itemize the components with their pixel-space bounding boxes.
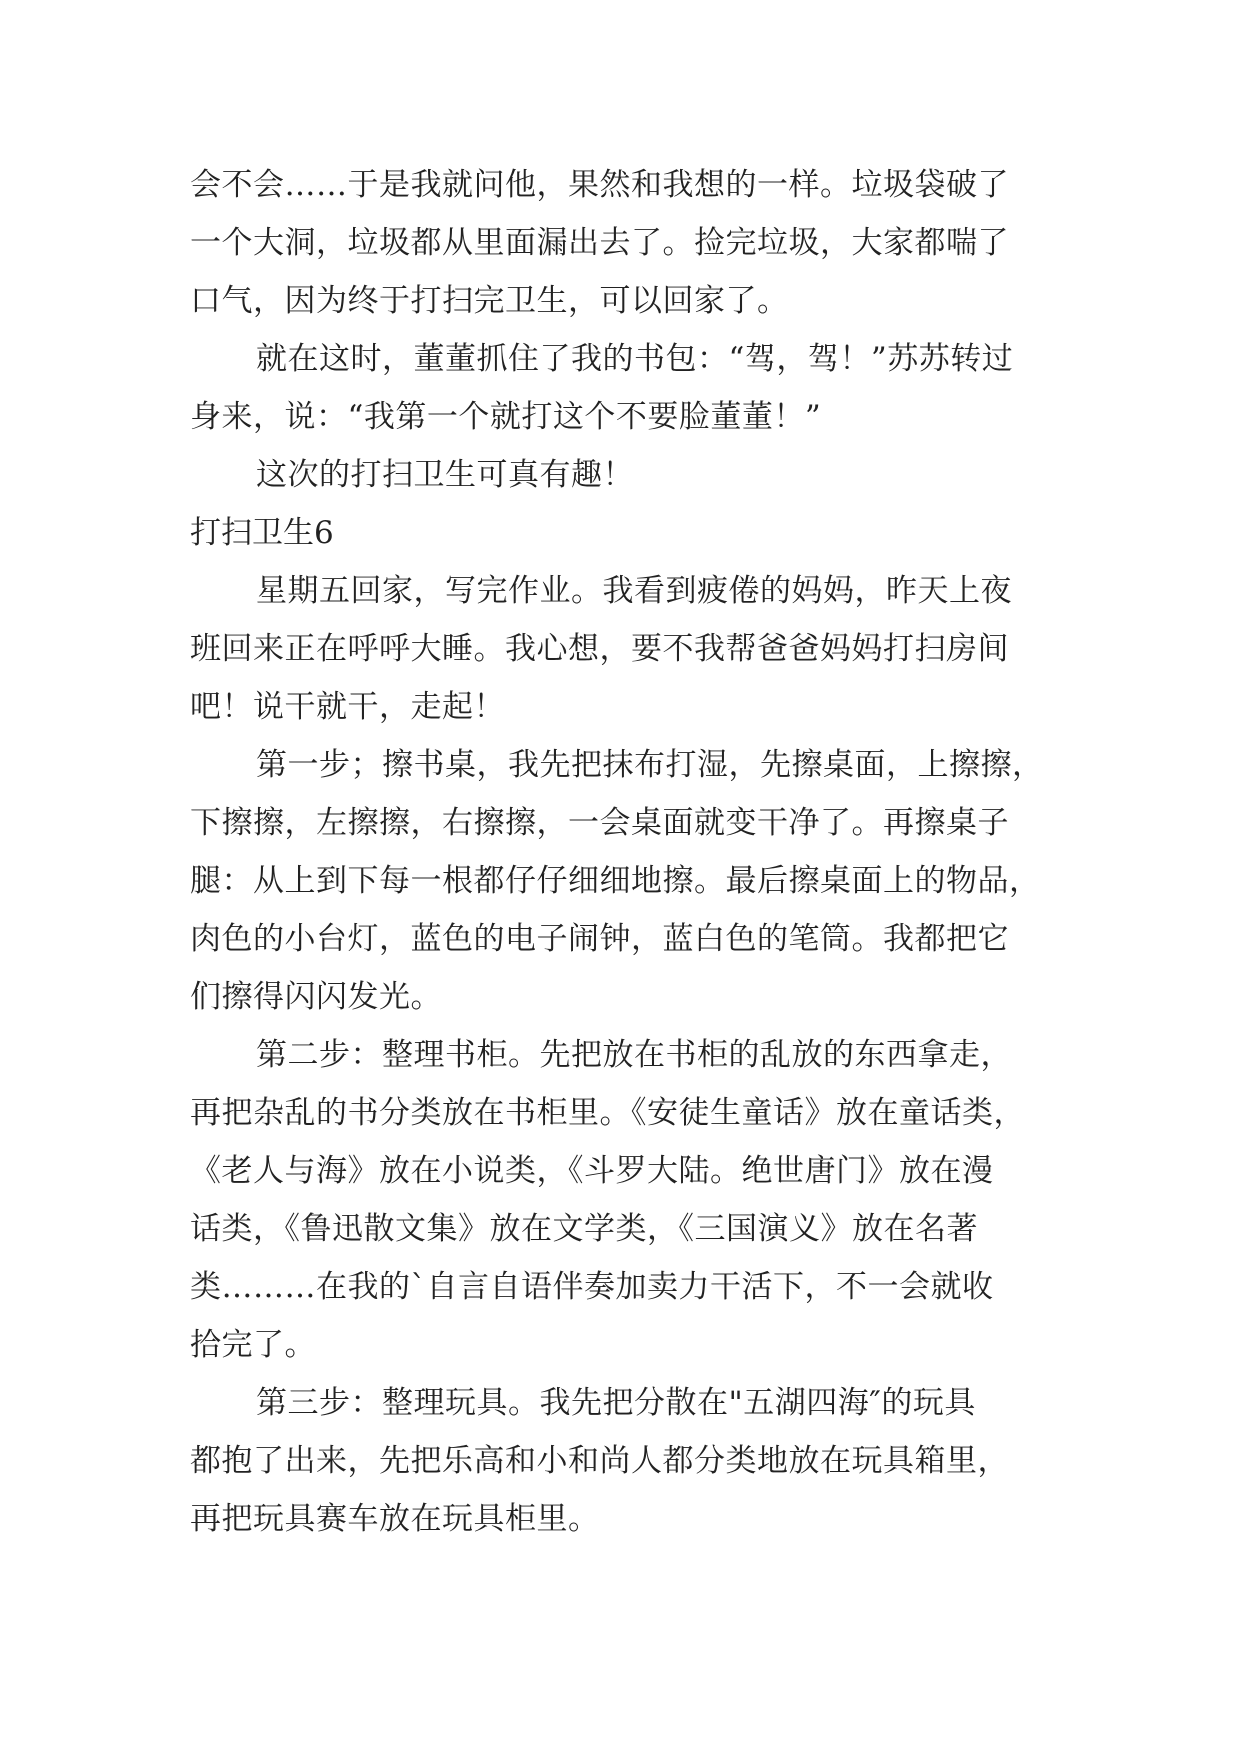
paragraph-line: 类………在我的`自言自语伴奏加卖力干活下，不一会就收: [190, 1269, 994, 1305]
paragraph-line: 就在这时，董董抓住了我的书包：“驾，驾！”苏苏转过: [256, 341, 1014, 377]
paragraph-line: 口气，因为终于打扫完卫生，可以回家了。: [190, 283, 789, 319]
paragraph-line: 都抱了出来，先把乐高和小和尚人都分类地放在玩具箱里，: [190, 1443, 1009, 1479]
paragraph-line: 身来，说：“我第一个就打这个不要脸董董！”: [190, 399, 822, 435]
paragraph-line: 第三步：整理玩具。我先把分散在"五湖四海″的玩具: [256, 1385, 976, 1421]
paragraph-line: 第二步：整理书柜。先把放在书柜的乱放的东西拿走，: [256, 1037, 1012, 1073]
paragraph-line: 第一步；擦书桌，我先把抹布打湿，先擦桌面，上擦擦，: [256, 747, 1044, 783]
paragraph-line: 肉色的小台灯，蓝色的电子闹钟，蓝白色的笔筒。我都把它: [190, 921, 1009, 957]
paragraph-line: 《老人与海》放在小说类，《斗罗大陆。绝世唐门》放在漫: [190, 1153, 994, 1189]
document-body: [190, 156, 1050, 1548]
paragraph-line: 话类，《鲁迅散文集》放在文学类，《三国演义》放在名著: [190, 1211, 978, 1247]
paragraph-line: 腿：从上到下每一根都仔仔细细地擦。最后擦桌面上的物品，: [190, 863, 1041, 899]
paragraph-line: 再把杂乱的书分类放在书柜里。《安徒生童话》放在童话类，: [190, 1095, 1025, 1131]
paragraph-line: 这次的打扫卫生可真有趣！: [256, 457, 634, 493]
paragraph-line: 再把玩具赛车放在玩具柜里。: [190, 1501, 600, 1537]
paragraph-line: 拾完了。: [190, 1327, 316, 1363]
paragraph-line: 班回来正在呼呼大睡。我心想，要不我帮爸爸妈妈打扫房间: [190, 631, 1009, 667]
paragraph-line: 们擦得闪闪发光。: [190, 979, 442, 1015]
section-heading: 打扫卫生6: [190, 515, 334, 551]
paragraph-line: 吧！说干就干，走起！: [190, 689, 505, 725]
paragraph-line: 一个大洞，垃圾都从里面漏出去了。捡完垃圾，大家都喘了: [190, 225, 1009, 261]
paragraph-line: 下擦擦，左擦擦，右擦擦，一会桌面就变干净了。再擦桌子: [190, 805, 1009, 841]
paragraph-line: 星期五回家，写完作业。我看到疲倦的妈妈，昨天上夜: [256, 573, 1012, 609]
paragraph-line: 会不会……于是我就问他，果然和我想的一样。垃圾袋破了: [190, 167, 1009, 203]
